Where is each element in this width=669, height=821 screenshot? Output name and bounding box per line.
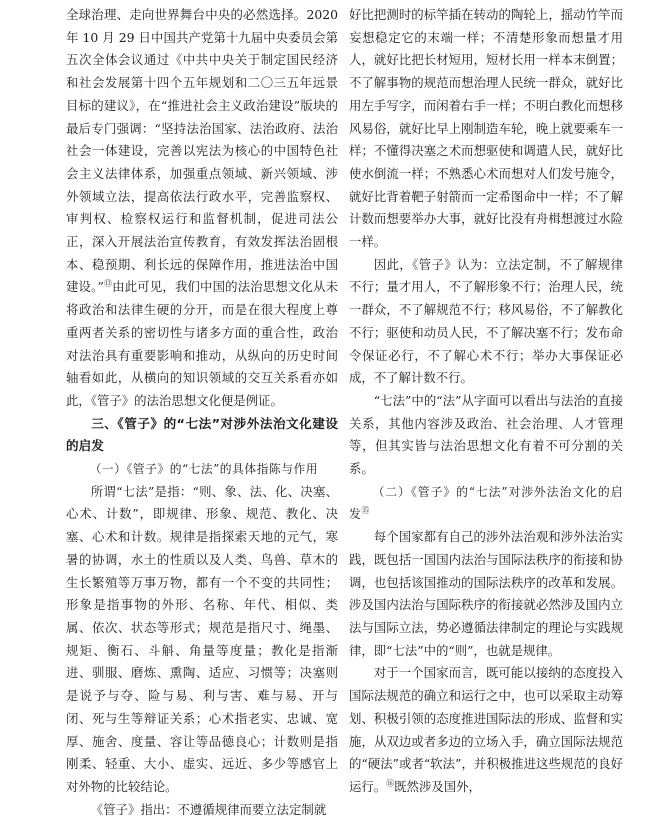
paragraph-text: 既然涉及国外， [394,778,481,794]
left-column [66,4,338,821]
footnote-marker: ⑮ [361,506,370,516]
paragraph-text: 对于一个国家而言，既可能以接纳的态度投入国际法规范的确立和运行之中，也可以采取主动筹划、积极引领的态度推进国际法的形成、监督和实施，从双边或者多边的立场入手，确立国际法规范的“硬法”或者“软法”，并积极推进这些规范的良好运行。 [349,665,623,794]
paragraph: 因此，《管子》认为：立法定制，不了解规律不行；量才用人，不了解形象不行；治理人民，统一群众，不了解规范不行；移风易俗，不了解教化不行；驱使和动员人民，不了解决塞不行；发布命令保证必行，不了解心术不行；举办大事保证必成，不了解计数不行。 [349,256,623,386]
paragraph-text: 由此可见，我们中国的法治思想文化从未将政治和法律生硬的分开，而是在很大程度上尊重两者关系的密切性与诸多方面的重合性，政治对法治具有重要影响和推动，从纵向的历史时间轴看如此，从横向的知识领域的交互关系看亦如此，《管子》的法治思想文化便是例证。 [66,279,339,408]
section-heading: 三、《管子》的“七法”对涉外法治文化建设的启发 [66,415,338,454]
paragraph: 所谓“七法”是指：“则、象、法、化、决塞、心术、计数”，即规律、形象、规范、教化、决塞、心术和计数。规律是指探索天地的元气，寒暑的协调，水土的性质以及人类、鸟兽、草木的生长繁殖等万事万物，都有一个不变的共同性；形象是指事物的外形、名称、年代、相似、类属、依次、状态等形式；规范是指尺寸、绳墨、规矩、衡石、斗斛、角量等度量；教化是指渐进、驯服、磨炼、熏陶、适应、习惯等；决塞则是说予与夺、险与易、利与害、难与易、开与闭、死与生等辩证关系；心术指老实、忠诚、宽厚、施舍、度量、容让等品德良心；计数则是指刚柔、轻重、大小、虚实、远近、多少等感官上对外物的比较结论。 [66,483,338,794]
paragraph [66,4,338,413]
right-column [349,4,623,799]
footnote-marker: ⑬ [103,279,113,289]
subsection-heading: （一）《管子》的“七法”的具体指陈与作用 [89,462,319,477]
paragraph: 每个国家都有自己的涉外法治观和涉外法治实践，既包括一国国内法治与国际法秩序的衔接和协调，也包括该国推动的国际法秩序的改革和发展。涉及国内法治与国际秩序的衔接就必然涉及国内立法与国际立法，势必遵循法律制定的理论与实践规律，即“七法”中的“则”，也就是规律。 [349,529,623,658]
paragraph: 《管子》指出：不遵循规律而要立法定制就 [90,801,327,817]
paragraph [349,662,623,798]
subsection-heading-text: （二）《管子》的“七法”对涉外法治文化的启发 [349,484,623,522]
paragraph: 好比把测时的标竿插在转动的陶轮上，摇动竹竿而妄想稳定它的末端一样；不清楚形象而想量才用人，就好比把长材短用，短材长用一样本末倒置；不了解事物的规范而想治理人民统一群众，就好比用左手写字，而闲着右手一样；不明白教化而想移风易俗，就好比早上刚制造车轮，晚上就要乘车一样；不懂得决塞之术而想驱使和调遣人民，就好比使水倒流一样；不熟悉心术而想对人们发号施令，就好比背着靶子射箭而一定希图命中一样；不了解计数而想要举办大事，就好比没有舟楫想渡过水险一样。 [349,7,623,250]
paragraph: “七法”中的“法”从字面可以看出与法治的直接关系，其他内容涉及政治、社会治理、人才管理等，但其实皆与法治思想文化有着不可分割的关系。 [349,392,623,477]
footnote-marker: ⑯ [386,778,395,788]
paragraph-text: 全球治理、走向世界舞台中央的必然选择。2020 年 10 月 29 日中国共产党第十九届中央委员会第五次全体会议通过《中共中央关于制定国民经济和社会发展第十四个五年规划和二〇三五年远景目标的建议》，在“推进社会主义政治建设”版块的最后专门强调：“坚持法治国家、法治政府、法治社会一体建设，完善以宪法为核心的中国特色社会主义法律体系，加强重点领域、新兴领域、涉外领域立法，提高依法行政水平，完善监察权、审判权、检察权运行和监督机制，促进司法公正，深入开展法治宣传教育，有效发挥法治固根本、稳预期、利长远的保障作用，推进法治中国建设。” [66,7,338,295]
subsection-heading [349,481,623,526]
